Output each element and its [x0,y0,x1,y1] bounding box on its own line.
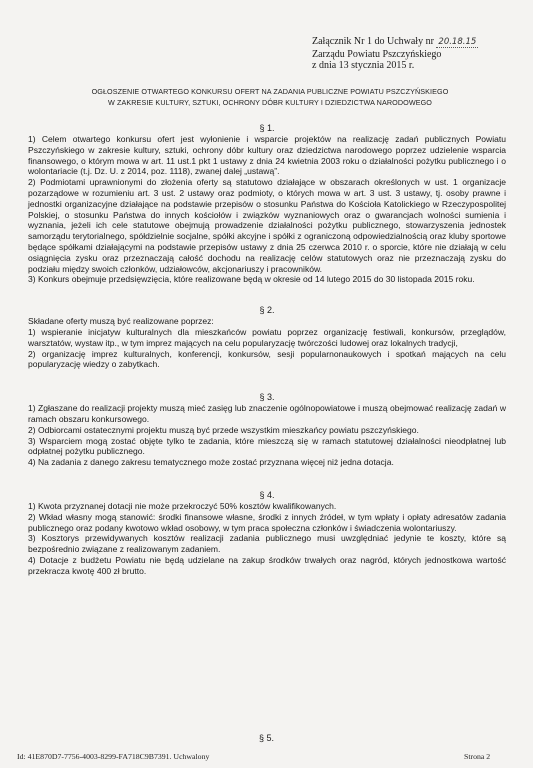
header-line-2: Zarządu Powiatu Pszczyńskiego [312,48,442,60]
document-body [28,122,506,577]
section-heading-3: § 3. [259,392,275,403]
section-1-paragraph-3: 3) Konkurs obejmuje przedsięwzięcia, które realizowane będą w okresie od 14 lutego 2015 do 30 listopada 2015 roku. [28,274,475,285]
header-line-1 [312,36,522,49]
handwritten-resolution-number: 20.18.15 [438,37,477,47]
section-2-paragraph-2: 2) organizację imprez kulturalnych, konferencji, konkursów, sesji popularnonaukowych i spotkań mających na celu popularyzację wiedzy o zabytkach. [28,348,506,370]
section-4-paragraph-1: 1) Kwota przyznanej dotacji nie może przekroczyć 50% kosztów kwalifikowanych. [28,500,337,511]
section-2-intro: Składane oferty muszą być realizowane poprzez: [28,316,214,327]
spacer [28,468,506,489]
section-heading-4: § 4. [259,489,275,500]
document-id-footer: Id: 41E870D7-7756-4003-8299-FA718C9B7391. Uchwalony [17,752,210,761]
section-1-paragraph-2: 2) Podmiotami uprawnionymi do złożenia oferty są statutowo działające w obszarach określonych w ust. 1 organizacje pozarządowe w rozumieniu art. 3 ust. 2 ustawy oraz podmioty, o których mowa w art. 3 ust. 3 ustawy, tj. osoby prawne i jednostki organizacyjne działające na podstawie przepisów o stosunku Państwa do Kościoła Katolickiego w Rzeczypospolitej Polskiej, o stosunku Państwa do innych kościołów i związków wyznaniowych oraz o gwarancjach wolności sumienia i wyznania, jeżeli ich cele statutowe obejmują prowadzenie działalności pożytku publicznego, stowarzyszenia jednostek samorządu terytorialnego, spółdzielnie socjalne, spółki akcyjne i spółki z ograniczoną odpowiedzialnością oraz kluby sportowe będące spółkami działającymi na podstawie przepisów ustawy z dnia 25 czerwca 2010 r. o sporcie, które nie działają w celu osiągnięcia zysku oraz przeznaczają całość dochodu na realizację celów statutowych oraz nie przeznaczają zysku do podziału między swoich członków, udziałowców, akcjonariuszy i pracowników. [28,177,506,274]
section-3-paragraph-4: 4) Na zadania z danego zakresu tematycznego może zostać przyznana więcej niż jedna dotacja. [28,457,394,468]
section-4-paragraph-4: 4) Dotacje z budżetu Powiatu nie będą udzielane na zakup środków trwałych oraz nagród, których jednostkowa wartość przekracza kwotę 400 zł brutto. [28,554,506,576]
attachment-header [312,36,522,72]
section-heading-2: § 2. [259,305,275,316]
section-heading-1: § 1. [259,123,275,133]
section-1-paragraph-1: 1) Celem otwartego konkursu ofert jest wyłonienie i wsparcie projektów na realizację zadań publicznych Powiatu Pszczyńskiego w zakresie kultury, sztuki, ochrony dóbr kultury oraz dziedzictwa narodowego poprzez udzielenie wsparcia finansowego, o którym mowa w art. 11 ust.1 pkt 1 ustawy z dnia 24 kwietnia 2003 roku o działalności pożytku publicznego i o wolontariacie (t.j. Dz. U. z 2014, poz. 1118), zwanej dalej „ustawą”. [28,134,506,177]
spacer [28,285,506,304]
section-3-paragraph-2: 2) Odbiorcami ostatecznymi projektu muszą być przede wszystkim mieszkańcy powiatu pszczyńskiego. [28,424,419,435]
section-3-paragraph-1: 1) Zgłaszane do realizacji projekty muszą mieć zasięg lub znaczenie ogólnopowiatowe i muszą obejmować realizację zadań w ramach obszaru konkursowego. [28,403,506,424]
header-line-1-text: Załącznik Nr 1 do Uchwały nr [312,36,437,47]
section-4-paragraph-2: 2) Wkład własny mogą stanowić: środki finansowe własne, środki z innych źródeł, w tym wpłaty i opłaty adresatów zadania publicznego oraz podany kwotowo wkład osobowy, w tym praca społeczna członków i świadczenia wolontariuszy. [28,511,506,533]
header-line-3: z dnia 13 stycznia 2015 r. [312,60,415,71]
section-4-paragraph-3: 3) Kosztorys przewidywanych kosztów realizacji zadania publicznego musi uwzględniać jedynie te koszty, które są bezpośrednio związane z realizowanym zadaniem. [28,533,506,555]
section-2-paragraph-1: 1) wspieranie inicjatyw kulturalnych dla mieszkańców powiatu poprzez organizację festiwali, konkursów, przeglądów, warsztatów, wystaw itp., w tym imprez mających na celu popularyzację twórczości ludowej oraz lokalnych tradycji, [28,326,506,348]
spacer [28,370,506,391]
title-line-1: OGŁOSZENIE OTWARTEGO KONKURSU OFERT NA ZADANIA PUBLICZNE POWIATU PSZCZYŃSKIEGO [91,87,449,96]
title-line-2: W ZAKRESIE KULTURY, SZTUKI, OCHRONY DÓBR KULTURY I DZIEDZICTWA NARODOWEGO [108,97,432,107]
page-number: Strona 2 [464,752,491,761]
section-3-paragraph-3: 3) Wsparciem mogą zostać objęte tylko te zadania, które mieszczą się w ramach statutowej działalności nieodpłatnej lub odpłatnej pożytku publicznego. [28,435,506,457]
section-heading-5: § 5. [258,733,274,743]
document-title [40,87,500,108]
